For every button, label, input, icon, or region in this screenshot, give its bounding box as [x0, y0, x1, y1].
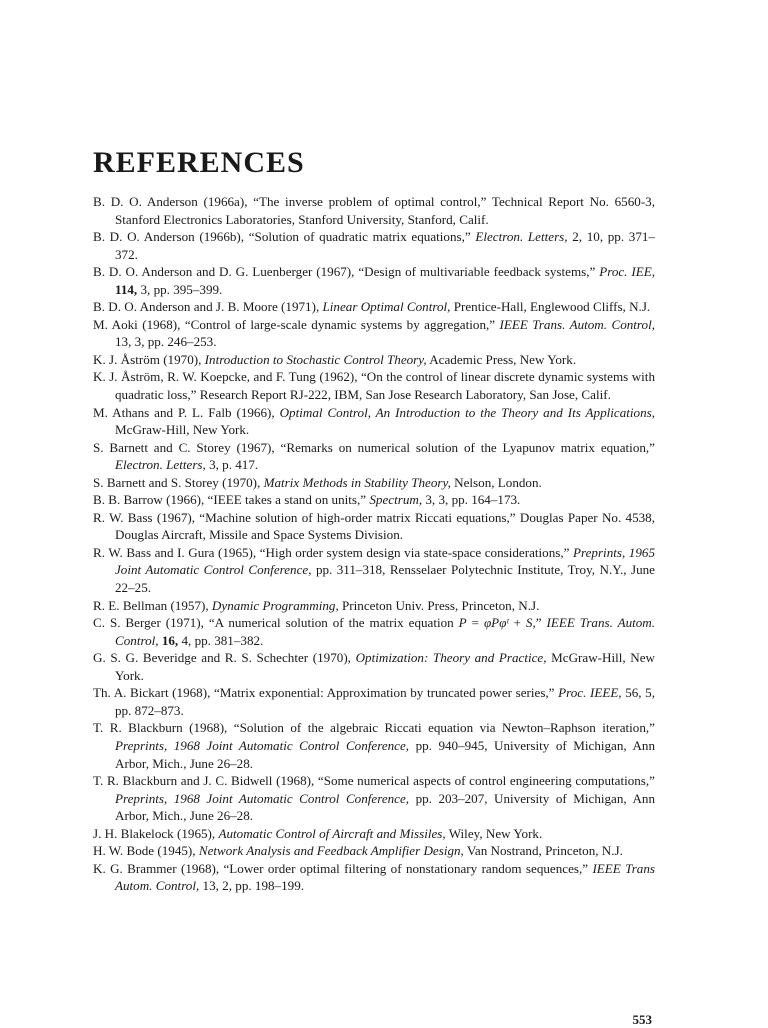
reference-text: Preprints, 1968 Joint Automatic Control Conference, [115, 790, 410, 806]
reference-text: R. E. Bellman (1957), [93, 597, 212, 613]
reference-text: R. W. Bass and I. Gura (1965), “High order system design via state-space considerations,” [93, 544, 573, 560]
reference-text: T. R. Blackburn (1968), “Solution of the algebraic Riccati equation via Newton–Raphson iteration,” [93, 720, 655, 736]
reference-text: Van Nostrand, Princeton, N.J. [463, 843, 623, 859]
reference-entry [93, 649, 655, 684]
reference-text: Matrix Methods in Stability Theory, [263, 474, 451, 490]
reference-text: Linear Optimal Control, [322, 299, 451, 315]
reference-text: B. D. O. Anderson (1966b), “Solution of quadratic matrix equations,” [93, 229, 476, 245]
page-number: 553 [632, 1012, 652, 1027]
reference-text: Spectrum, [369, 492, 423, 508]
reference-text: M. Athans and P. L. Falb (1966), [93, 404, 280, 420]
reference-text: Introduction to Stochastic Control Theory, [204, 351, 427, 367]
reference-text: Automatic Control of Aircraft and Missiles, [218, 825, 446, 841]
reference-text: 3, 3, pp. 164–173. [422, 492, 521, 508]
reference-entry [93, 263, 655, 298]
reference-list [93, 193, 655, 895]
reference-entry [93, 842, 655, 860]
reference-text: 3, p. 417. [205, 457, 259, 473]
reference-text: Wiley, New York. [445, 825, 543, 841]
reference-text: ,” [532, 615, 547, 631]
reference-text: Princeton Univ. Press, Princeton, N.J. [338, 597, 540, 613]
reference-text: IEEE Trans. Autom. Control, [499, 316, 655, 332]
reference-entry [93, 509, 655, 544]
reference-text: K. G. Brammer (1968), “Lower order optimal filtering of nonstationary random sequences,” [93, 860, 593, 876]
reference-text: pp. 940–945, University of Michigan, Ann Arbor, Mich., June 26–28. [115, 737, 655, 771]
reference-text: B. D. O. Anderson and J. B. Moore (1971), [93, 299, 323, 315]
reference-text: B. D. O. Anderson (1966a), “The inverse problem of optimal control,” Technical Report No. 6560-3, Stanford Electronics Laboratories, Stanford University, Stanford, Calif. [93, 194, 655, 227]
reference-text: T. R. Blackburn and J. C. Bidwell (1968), “Some numerical aspects of control engineering computations,” [93, 773, 655, 789]
reference-text: φPφᵗ [483, 615, 509, 631]
reference-entry [93, 439, 655, 474]
reference-text: 13, 2, pp. 198–199. [199, 878, 305, 894]
reference-entry [93, 684, 655, 719]
reference-text: Proc. IEE, [599, 264, 655, 280]
reference-entry [93, 719, 655, 772]
reference-text: Proc. IEEE, [558, 685, 622, 701]
reference-text: Dynamic Programming, [211, 597, 339, 613]
reference-text: S [525, 615, 533, 631]
reference-text: Electron. Letters, [475, 229, 568, 245]
reference-text: 114, [115, 281, 138, 297]
reference-entry [93, 316, 655, 351]
reference-text: Optimization: Theory and Practice, [355, 650, 547, 666]
reference-text: 56, 5, pp. 872–873. [115, 685, 655, 718]
reference-text: = [466, 615, 484, 631]
page-heading: REFERENCES [93, 146, 305, 179]
reference-text: Preprints, 1968 Joint Automatic Control Conference, [115, 737, 410, 753]
reference-entry [93, 474, 655, 492]
reference-text: 4, pp. 381–382. [178, 632, 264, 648]
reference-entry [93, 298, 655, 316]
reference-text: IEEE Trans. Autom. Control, [115, 615, 656, 648]
reference-text: Prentice-Hall, Englewood Cliffs, N.J. [450, 299, 651, 315]
reference-text: R. W. Bass (1967), “Machine solution of high-order matrix Riccati equations,” Douglas Paper No. 4538, Douglas Aircraft, Missile and Space Systems Division. [93, 509, 655, 543]
reference-text: K. J. Åström (1970), [93, 351, 205, 367]
reference-text: Optimal Control, An Introduction to the Theory and Its Applications, [279, 404, 655, 420]
reference-text: S. Barnett and C. Storey (1967), “Remarks on numerical solution of the Lyapunov matrix equation,” [93, 439, 655, 455]
reference-entry [93, 860, 655, 895]
reference-text: K. J. Åström, R. W. Koepcke, and F. Tung (1962), “On the control of linear discrete dynamic systems with quadratic loss,” Research Report RJ-222, IBM, San Jose Research Laboratory, San Jose, Calif. [93, 369, 655, 403]
reference-text: Academic Press, New York. [426, 351, 577, 367]
reference-entry [93, 351, 655, 369]
reference-entry [93, 193, 655, 228]
reference-text: J. H. Blakelock (1965), [93, 825, 219, 841]
reference-text: H. W. Bode (1945), [93, 843, 199, 859]
reference-text: Network Analysis and Feedback Amplifier Design, [198, 843, 464, 859]
reference-text: S. Barnett and S. Storey (1970), [93, 474, 264, 490]
reference-entry [93, 491, 655, 509]
reference-entry [93, 825, 655, 843]
reference-entry [93, 368, 655, 403]
reference-text: 13, 3, pp. 246–253. [115, 334, 217, 350]
reference-text: Nelson, London. [450, 474, 542, 490]
reference-text: pp. 203–207, University of Michigan, Ann Arbor, Mich., June 26–28. [115, 790, 655, 824]
reference-text: McGraw-Hill, New York. [115, 422, 250, 438]
reference-text: + [508, 615, 526, 631]
reference-text: Th. A. Bickart (1968), “Matrix exponential: Approximation by truncated power series,” [93, 685, 559, 701]
reference-entry [93, 772, 655, 825]
reference-text: B. B. Barrow (1966), “IEEE takes a stand on units,” [93, 492, 370, 508]
reference-text: McGraw-Hill, New York. [115, 650, 655, 683]
reference-text: Preprints, 1965 Joint Automatic Control Conference, [115, 544, 655, 578]
reference-entry [93, 597, 655, 615]
reference-text: pp. 311–318, Rensselaer Polytechnic Institute, Troy, N.Y., June 22–25. [115, 562, 655, 596]
reference-text: M. Aoki (1968), “Control of large-scale dynamic systems by aggregation,” [93, 316, 500, 332]
reference-text: 2, 10, pp. 371–372. [115, 229, 655, 262]
reference-entry [93, 614, 655, 649]
reference-text: IEEE Trans Autom. Control, [115, 860, 655, 894]
reference-text: B. D. O. Anderson and D. G. Luenberger (1967), “Design of multivariable feedback systems,” [93, 264, 600, 280]
reference-entry [93, 544, 655, 597]
reference-entry [93, 228, 655, 263]
reference-text: 16, [161, 632, 179, 648]
reference-text: Electron. Letters, [115, 457, 206, 473]
reference-entry [93, 404, 655, 439]
reference-text: 3, pp. 395–399. [137, 281, 223, 297]
reference-text: P [458, 615, 467, 631]
reference-text: C. S. Berger (1971), “A numerical solution of the matrix equation [93, 615, 459, 631]
reference-text: G. S. G. Beveridge and R. S. Schechter (1970), [93, 650, 356, 666]
